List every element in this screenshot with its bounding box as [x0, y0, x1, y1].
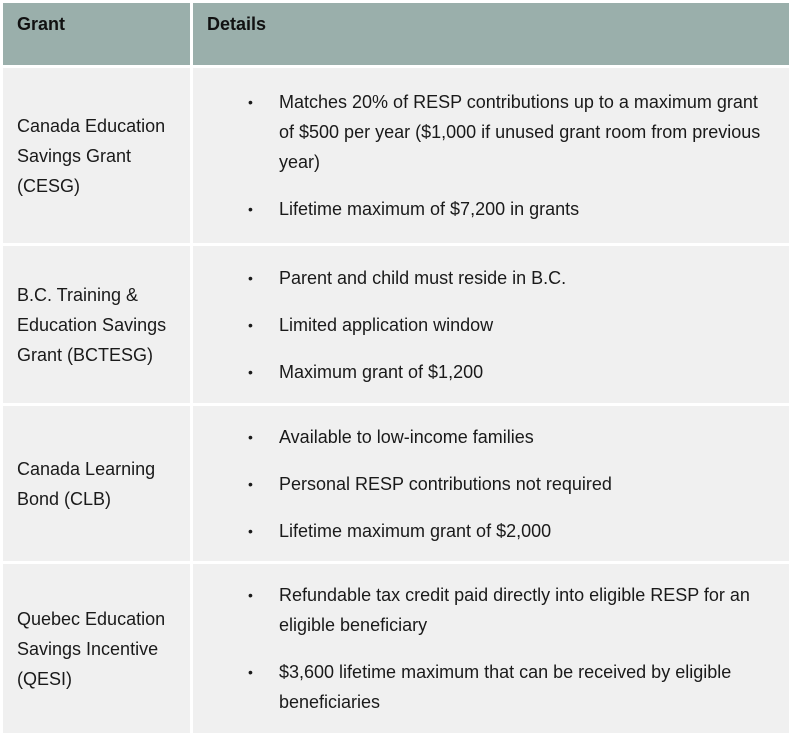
list-item [193, 657, 769, 717]
bullet-icon: • [248, 201, 253, 217]
table-row [3, 403, 789, 561]
detail-text: Refundable tax credit paid directly into eligible RESP for an eligible beneficiary [279, 585, 750, 635]
list-item [193, 580, 769, 640]
header-grant: Grant [3, 3, 193, 65]
grant-details [193, 65, 789, 243]
list-item [193, 516, 769, 546]
detail-text: Lifetime maximum grant of $2,000 [279, 520, 552, 541]
detail-text: Maximum grant of $1,200 [279, 361, 484, 382]
list-item [193, 263, 769, 293]
bullet-icon: • [248, 269, 253, 286]
details-list [193, 422, 769, 546]
grant-details [193, 243, 789, 403]
list-item [193, 422, 769, 452]
grant-name: Canada Learning Bond (CLB) [3, 403, 193, 561]
grant-details [193, 561, 789, 733]
list-item [193, 194, 769, 224]
detail-text: Limited application window [279, 314, 494, 335]
list-item [193, 310, 769, 340]
table-row [3, 561, 789, 733]
detail-text: Matches 20% of RESP contributions up to a maximum grant of $500 per year ($1,000 if unused grant room from previous year) [279, 92, 761, 172]
bullet-icon: • [248, 587, 253, 603]
details-list [193, 263, 769, 387]
bullet-icon: • [248, 475, 253, 492]
bullet-icon: • [248, 664, 253, 680]
grant-name: B.C. Training & Education Savings Grant (BCTESG) [3, 243, 193, 403]
list-item [193, 469, 769, 499]
bullet-icon: • [248, 522, 253, 539]
grant-table [3, 3, 789, 733]
table-row [3, 243, 789, 403]
detail-text: $3,600 lifetime maximum that can be received by eligible beneficiaries [279, 662, 732, 712]
detail-text: Available to low-income families [279, 426, 534, 447]
detail-text: Parent and child must reside in B.C. [279, 267, 567, 288]
grant-name: Canada Education Savings Grant (CESG) [3, 65, 193, 243]
header-details: Details [193, 3, 789, 65]
bullet-icon: • [248, 316, 253, 333]
bullet-icon: • [248, 363, 253, 380]
grant-details [193, 403, 789, 561]
detail-text: Personal RESP contributions not required [279, 473, 612, 494]
detail-text: Lifetime maximum of $7,200 in grants [279, 199, 580, 219]
list-item [193, 87, 769, 177]
table-row [3, 65, 789, 243]
grant-name: Quebec Education Savings Incentive (QESI) [3, 561, 193, 733]
details-list [193, 87, 769, 224]
bullet-icon: • [248, 94, 253, 110]
details-list [193, 580, 769, 717]
bullet-icon: • [248, 428, 253, 445]
header-row [3, 3, 789, 65]
list-item [193, 357, 769, 387]
